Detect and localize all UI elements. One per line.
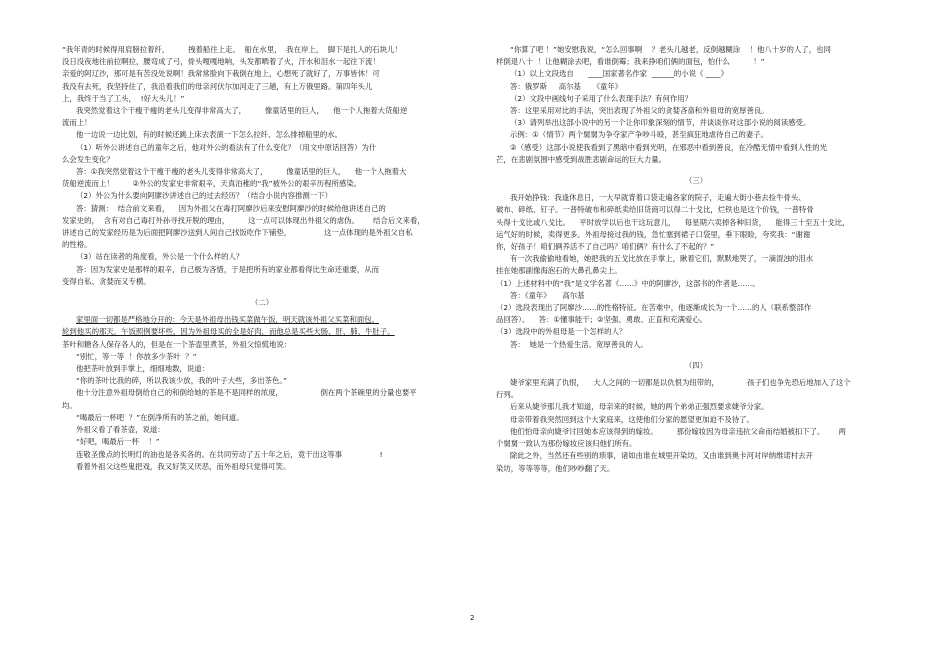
text-line: 均。 <box>62 400 77 410</box>
text-line: 答：因为发家史是那样的艰辛，自己极为吝惜，于是把所有的家业都看得比生命还重要，从而 <box>76 264 380 274</box>
text-line: 么会发生变化？ <box>62 154 114 164</box>
text-line: 答：这里采用对比的手法，突出表现了外祖父的贪婪吝啬和外祖母的宽厚善良。 <box>510 106 769 116</box>
text-line: 他十分注意外祖母倒给自己的和倒给她的茶是不是同样的浓度， 倒在两个茶碗里的分量也要平 <box>76 388 417 398</box>
text-line: （2）文段中画线句子采用了什么表现手法？有何作用？ <box>510 93 693 103</box>
text-line: 婕爷家里充满了仇恨， 大人之间的一切都是以仇恨为纽带的， 孩子们也争先恐后地加入了这个 <box>510 378 851 388</box>
text-line: 运气好的时候，卖得更多。外祖母接过我的钱，急忙塞到裙子口袋里，垂下眼睑，夸奖我：“谢谢 <box>496 229 811 239</box>
text-line: 后来从婕爷那儿我才知道，母亲来的时候，她的两个弟弟正强烈要求婕爷分家。 <box>510 402 769 412</box>
text-line: 母亲带着我突然回到这个大家庭来，这使他们分家的愿望更加迫不及待了。 <box>510 414 754 424</box>
text-line: 他把茶叶放到手掌上，细细地数，说道： <box>76 364 210 374</box>
text-line: 你，好孩子！咱们俩养活不了自己吗？咱们俩？有什么了不起的？” <box>496 242 715 252</box>
text-line: 的性格。 <box>62 240 92 250</box>
text-line: ②（感受）这部小说使我看到了黑暗中看到光明，在邪恶中看到善良，在冷酷无情中看到人性的光 <box>510 142 828 152</box>
text-line: 示例：①（情节）两个舅舅为争夺家产争吵斗殴，甚至疯狂地虐待自己的妻子。 <box>510 130 768 140</box>
text-line: 答： 她是一个热爱生活、宽厚善良的人。 <box>510 339 648 349</box>
text-line: “你的茶叶比我的碎，所以我该少放，我的叶子大些，多出茶色。” <box>76 376 287 386</box>
text-line: 茶叶和糖各人保存各人的，但是在一个茶壶里煮茶，外祖父惊慌地说： <box>62 339 292 349</box>
text-line: （1）上述材料中的“我”是文学名著《……》中的阿廖沙，这部书的作者是……。 <box>496 278 760 288</box>
section-heading: （三） <box>684 176 708 186</box>
text-line: 答：俄罗斯 高尔基 《童年》 <box>510 81 623 91</box>
text-line: 答：猜测： 结合前文来看， 因为外祖父在毒打阿廖沙后来安慰阿廖沙的时候给他讲述自己的 <box>76 203 386 213</box>
text-line: “我年青的时候得用肩膀拉着纤， 拽着船往上走。 船在水里， 我在岸上， 脚下是扎人的石块儿！ <box>62 45 402 54</box>
text-line: 讲述自己的发家经历是为后面把阿廖沙送到人间自己找饭吃作下铺垫， 这一点体现的是外祖父自私 <box>62 228 413 238</box>
text-line: （3）请列举出这部小说中的另一个让你印象深刻的情节，并谈谈你对这部小说的阅读感受。 <box>510 118 811 128</box>
text-line: 他们怕母亲向婕爷讨回她本应该得到的嫁妆。 那份嫁妆因为母亲违抗父命而结婚被扣下了。 两 <box>510 426 846 436</box>
text-line: “你算了吧 ！”她安慰我说，“怎么回事啊 ？老头儿越老，反倒越糊涂 ！他八十岁的人了，也同 <box>510 45 831 54</box>
section-heading: （四） <box>684 360 708 370</box>
section-heading: （二） <box>250 298 274 308</box>
text-line: 我没有去死，我坚持住了，我沿着我们的母亲河伏尔加河走了三趟，有上万俄里路。第四年头儿 <box>62 81 373 91</box>
text-line: 上，我终于当了工头， !好大头儿！” <box>62 93 185 103</box>
text-line: 变得自私、贪婪而又专横。 <box>62 276 151 286</box>
text-line: （2）外公为什么要向阿廖沙讲述自己的过去经历？（结合小说内容推测一下） <box>76 191 332 201</box>
text-line: 挂在她那副像海泡石的大鼻孔鼻尖上。 <box>496 266 622 276</box>
left-column <box>62 44 462 473</box>
text-line: 流而上！ <box>62 118 92 128</box>
text-line: 外祖父看了看茶壶，说道： <box>76 425 165 435</box>
text-line: 头得十戈比或八戈比。 平时放学以后也干这玩意儿， 每星期六卖掉各种旧货， 能得三十至五十戈比， <box>496 217 850 227</box>
text-line: 没日没夜地往前拉啊拉，腰弯成了弓，骨头嘎嘎地响，头发都晒着了火，汗水和泪水一起往下流！ <box>62 57 380 67</box>
text-line: “好吧，喝最后一杯 ！” <box>76 437 160 447</box>
text-line: 家里面一切都是严格地分开的：今天是外祖母出钱买菜做午饭，明天就该外祖父买菜和面包。 <box>76 315 380 325</box>
text-line: （1）以上文段选自 ____国家著名作家 ______的小说《 ____》 <box>510 69 729 79</box>
text-line: 连敬圣像点的长明灯的油也是各买各的。在共同劳动了五十年之后，竟干出这等事 ! <box>76 449 383 459</box>
text-line: 轮到他买的那天，午饭照例要坏些，因为外祖母买的全是好肉，而他总是买些大肠、肝、肺、牛肚子。 <box>62 327 395 337</box>
text-line: 染坊，等等等等，他们吵吵翻了天。 <box>496 463 615 473</box>
text-line: 发家史的， 含有对自己毒打外孙寻找开脱的理由， 这一点可以体现出外祖父的虐伪。 结合后文来看， <box>62 215 425 225</box>
text-line: 看着外祖父这些鬼把戏，我又好笑又厌恶，而外祖母只觉得可笑。 <box>76 461 291 471</box>
text-line: 货船逆流而上！ ②外公的发家史非常艰辛，天真泊稚的“我”被外公的艰辛历程所感染。 <box>62 179 362 189</box>
text-line: 样倒退八十 ！让他糊涂去吧，看谁倒霉；我来挣咱们俩的面包，怕什么 ！” <box>496 57 765 67</box>
text-line: 行列。 <box>496 390 519 400</box>
text-line: （3）站在读者的角度看，外公是一个什么样的人？ <box>76 252 244 262</box>
text-line: 亲爱的阿辽沙，那可是有苦没处说啊！我常常脸向下栽倒在地上，心想死了就好了，万事皆休！可 <box>62 69 380 79</box>
text-line: 我开始挣钱：我逢休息日，一大早就背着口袋走遍各家的院子，走遍大街小巷去捡牛骨头、 <box>510 193 806 203</box>
text-line: “喝最后一杯吧 ？”在倒净所有的茶之前，她问道。 <box>76 412 244 422</box>
page-number: 2 <box>470 614 475 622</box>
text-line: 有一次我偷偷地看她，她把我的五戈比放在手掌上，瞅着它们，默默地哭了，一滴混浊的泪水 <box>510 254 814 264</box>
text-line: 破布、碎纸、钉子。一普特破布和碎纸卖给旧货商可以得二十戈比，烂铁也是这个价钱，一普特骨 <box>496 205 814 215</box>
text-line: （2）选段表现出了阿廖沙……的性格特征。在苦难中，他逐渐成长为一个……的人（联系整部作 <box>496 303 812 313</box>
text-line: （3）选段中的外祖母是一个怎样的人？ <box>496 327 627 337</box>
text-line: 品回答）。 答：①懂事能干；②坚强、勇敢、正直和充满爱心。 <box>496 315 708 325</box>
text-line: 答：《童年》 高尔基 <box>510 290 585 300</box>
text-line: （1）听外公讲述自己的童年之后，他对外公的看法有了什么变化？（用文中原话回答）为什 <box>76 142 377 152</box>
text-line: 个舅舅一致认为那份嫁妆应该归他们所有。 <box>496 439 637 449</box>
text-line: 除此之外，当然还有些别的琐事，诸如由谁在城里开染坊，又由谁到奥卡河对岸纳维诺村去开 <box>510 451 814 461</box>
text-line: 答：①我突然觉着这个干瘦干瘦的老头儿变得非常高大了， 像童话里的巨人， 他一个人拖着大 <box>76 167 407 177</box>
text-line: “别忙，等一等 ！你放多少茶叶 ？” <box>76 351 197 361</box>
right-column <box>496 44 896 475</box>
text-line: 我突然觉着这个干瘦干瘦的老头儿变得非常高大了， 像童话里的巨人， 他一个人拖着大货船逆 <box>76 106 408 116</box>
text-line: 芒，在悲剧氛围中感受到战胜悲剧命运的巨大力量。 <box>496 154 666 164</box>
text-line: 他一边说一边比划，有的时候还跳上床去表演一下怎么拉纤、怎么排掉船里的水。 <box>76 130 343 140</box>
